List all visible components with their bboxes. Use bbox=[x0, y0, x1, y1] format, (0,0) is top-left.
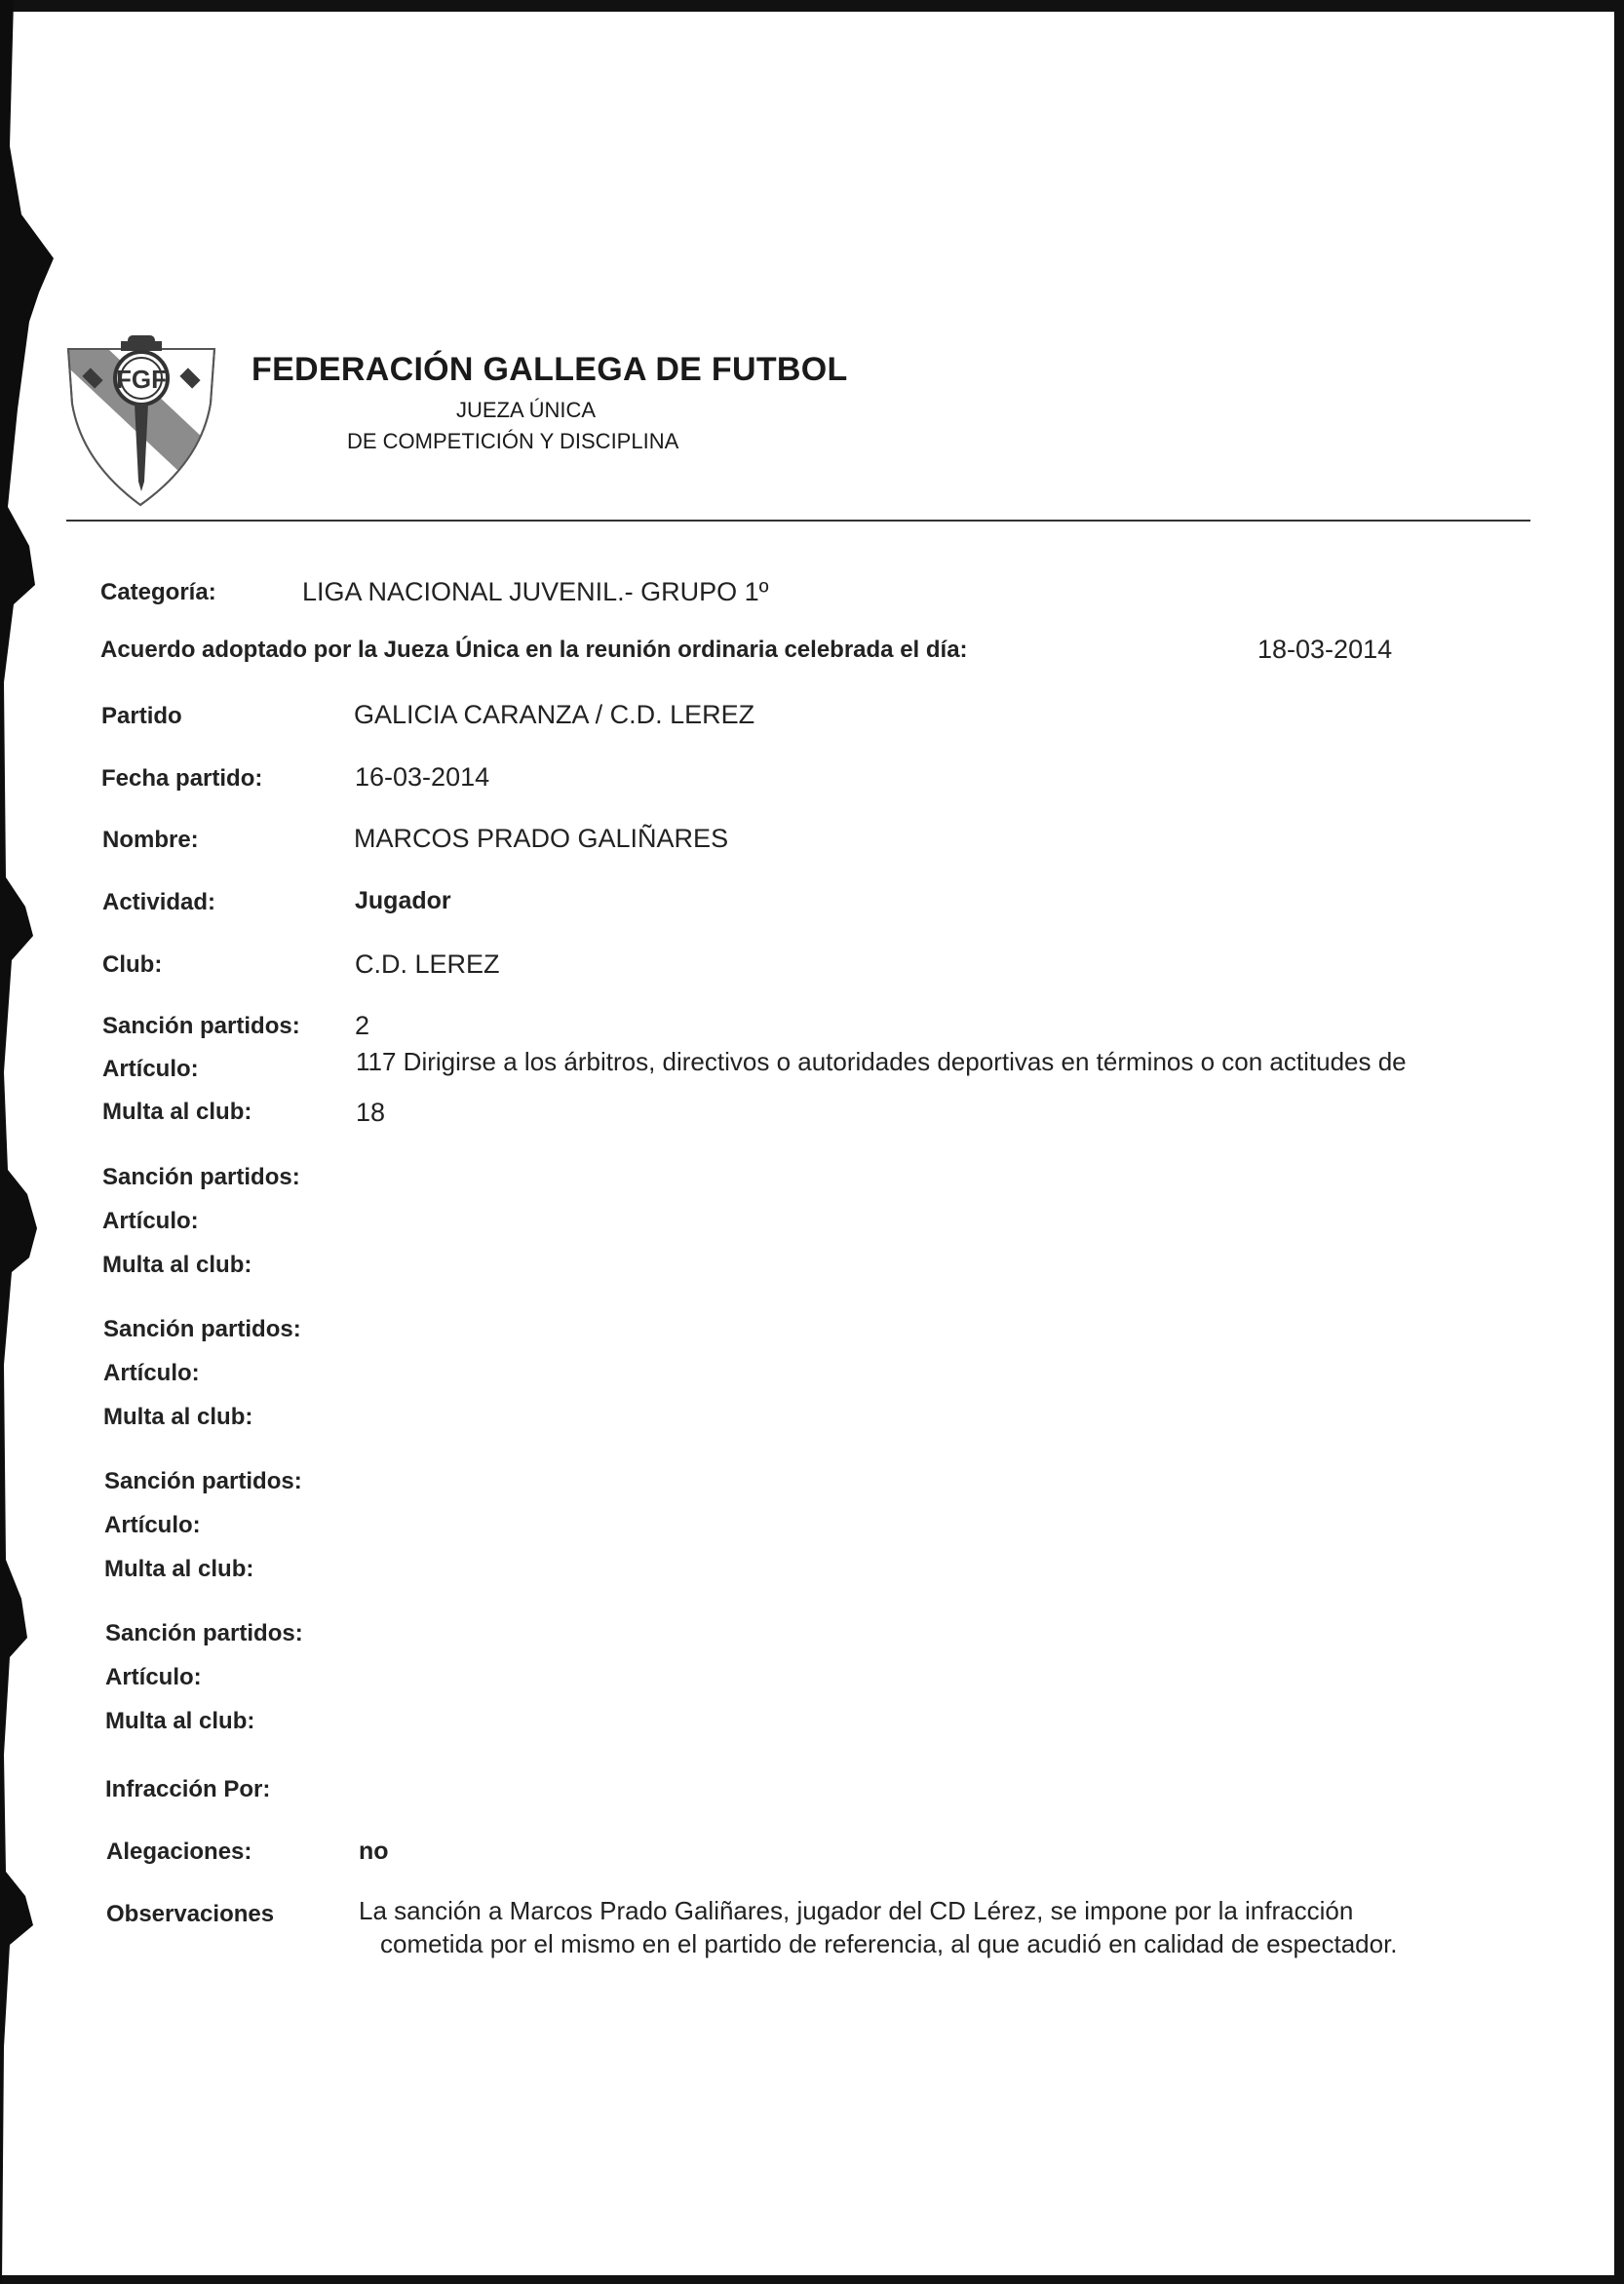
sancion-partidos-label: Sanción partidos: bbox=[105, 1620, 303, 1646]
logo-letters: FGF bbox=[116, 365, 167, 394]
federation-subtitle-2: DE COMPETICIÓN Y DISCIPLINA bbox=[347, 429, 679, 453]
scan-border-top bbox=[0, 0, 1624, 12]
infraccion-label: Infracción Por: bbox=[105, 1776, 271, 1802]
partido-label: Partido bbox=[101, 703, 182, 729]
fecha-partido-value: 16-03-2014 bbox=[355, 762, 490, 792]
sancion-partidos-label: Sanción partidos: bbox=[102, 1164, 300, 1190]
alegaciones-value: no bbox=[359, 1838, 389, 1865]
sancion-partidos-value: 2 bbox=[355, 1011, 370, 1040]
sancion-partidos-label: Sanción partidos: bbox=[103, 1316, 301, 1342]
alegaciones-label: Alegaciones: bbox=[106, 1839, 252, 1865]
header-divider bbox=[66, 520, 1530, 522]
articulo-label: Artículo: bbox=[102, 1056, 199, 1082]
fgf-crest-logo bbox=[64, 335, 218, 507]
actividad-value: Jugador bbox=[355, 887, 451, 914]
torn-edge-shadow bbox=[0, 0, 68, 2284]
acuerdo-date: 18-03-2014 bbox=[1257, 635, 1393, 664]
club-value: C.D. LEREZ bbox=[355, 949, 500, 979]
articulo-value: 117 Dirigirse a los árbitros, directivos o autoridades deportivas en términos o con actitudes de bbox=[356, 1047, 1407, 1076]
partido-value: GALICIA CARANZA / C.D. LEREZ bbox=[354, 700, 755, 729]
observaciones-line-1: La sanción a Marcos Prado Galiñares, jugador del CD Lérez, se impone por la infracción bbox=[359, 1896, 1354, 1925]
club-label: Club: bbox=[102, 951, 163, 978]
scan-border-bottom bbox=[0, 2275, 1624, 2284]
sancion-partidos-label: Sanción partidos: bbox=[104, 1468, 302, 1494]
multa-club-label: Multa al club: bbox=[104, 1556, 254, 1582]
actividad-label: Actividad: bbox=[102, 889, 216, 915]
sancion-partidos-label: Sanción partidos: bbox=[102, 1013, 300, 1039]
categoria-label: Categoría: bbox=[100, 579, 216, 605]
multa-club-label: Multa al club: bbox=[105, 1708, 255, 1734]
scan-border-right bbox=[1614, 0, 1624, 2284]
multa-club-label: Multa al club: bbox=[102, 1099, 252, 1125]
nombre-value: MARCOS PRADO GALIÑARES bbox=[354, 824, 729, 853]
articulo-label: Artículo: bbox=[103, 1360, 200, 1386]
categoria-value: LIGA NACIONAL JUVENIL.- GRUPO 1º bbox=[302, 577, 769, 606]
federation-title: FEDERACIÓN GALLEGA DE FUTBOL bbox=[251, 351, 848, 388]
articulo-label: Artículo: bbox=[105, 1664, 202, 1690]
federation-subtitle-1: JUEZA ÚNICA bbox=[456, 398, 597, 422]
articulo-label: Artículo: bbox=[104, 1512, 201, 1538]
articulo-label: Artículo: bbox=[102, 1208, 199, 1234]
observaciones-line-2: cometida por el mismo en el partido de referencia, al que acudió en calidad de espectador. bbox=[380, 1929, 1398, 1958]
nombre-label: Nombre: bbox=[102, 827, 199, 853]
observaciones-label: Observaciones bbox=[106, 1901, 275, 1927]
fecha-partido-label: Fecha partido: bbox=[101, 765, 263, 792]
observaciones-text bbox=[359, 1894, 1480, 1960]
multa-club-label: Multa al club: bbox=[102, 1252, 252, 1278]
multa-club-value: 18 bbox=[356, 1098, 386, 1127]
multa-club-label: Multa al club: bbox=[103, 1404, 253, 1430]
acuerdo-label: Acuerdo adoptado por la Jueza Única en la reunión ordinaria celebrada el día: bbox=[100, 637, 968, 663]
